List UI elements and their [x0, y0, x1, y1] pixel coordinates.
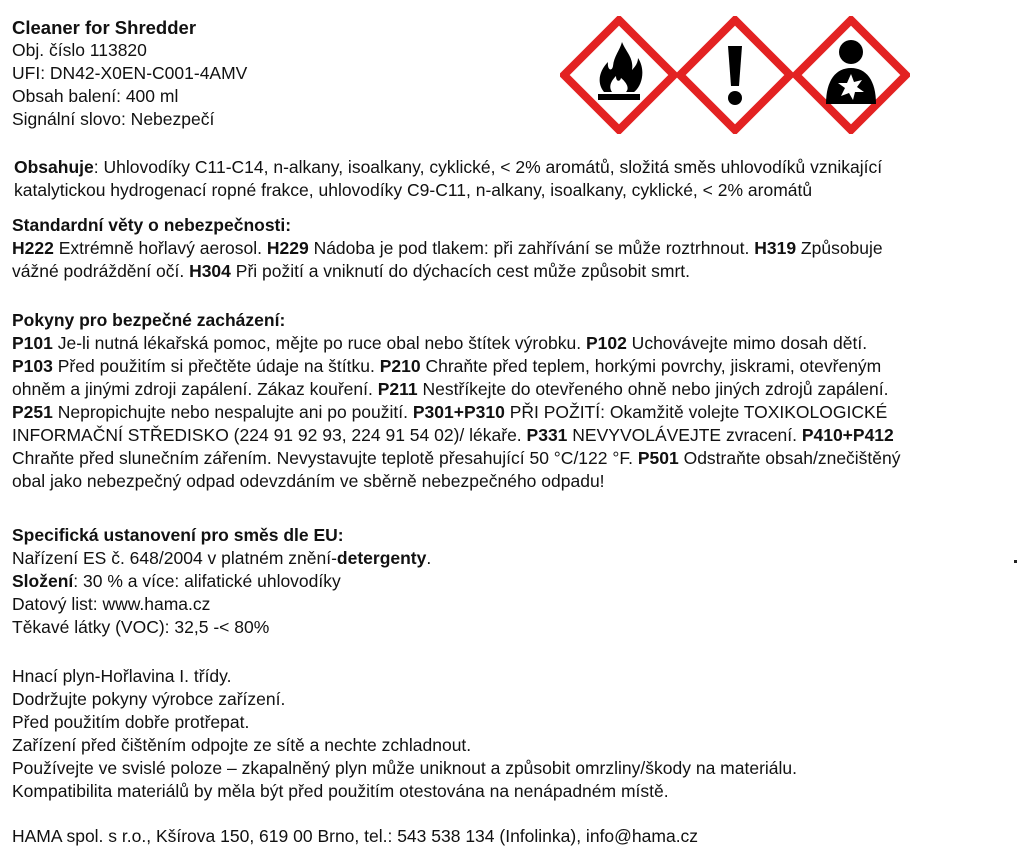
hazard-section: [12, 214, 883, 283]
hazard-line-1: [12, 237, 883, 260]
datasheet-line: Datový list: www.hama.cz: [12, 594, 211, 614]
eu-heading: [12, 524, 431, 547]
package-content: Obsah balení: 400 ml: [12, 86, 179, 106]
note-item: Používejte ve svislé poloze – zkapalněný plyn může uniknout a způsobit omrzliny/škody na materiálu.: [12, 758, 797, 778]
precaution-line-5: [12, 424, 901, 447]
note-item: Hnací plyn-Hořlavina I. třídy.: [12, 666, 232, 686]
hazard-heading: [12, 214, 883, 237]
code-p331: P331: [526, 425, 568, 445]
text-p102: Uchovávejte mimo dosah dětí.: [626, 333, 868, 353]
contains-line-1: [14, 156, 882, 179]
precaution-line-7: obal jako nebezpečný odpad odevzdáním ve sběrně nebezpečného odpadu!: [12, 471, 605, 491]
hazard-heading-text: Standardní věty o nebezpečnosti:: [12, 215, 292, 235]
eu-heading-text: Specifická ustanovení pro směs dle EU:: [12, 525, 344, 545]
hazard-line-2: [12, 260, 883, 283]
text-p210: Chraňte před teplem, horkými povrchy, jiskrami, otevřeným: [420, 356, 882, 376]
precaution-heading-text: Pokyny pro bezpečné zacházení:: [12, 310, 286, 330]
text-p410-p412: Chraňte před slunečním zářením. Nevystavujte teplotě přesahující 50 °C/122 °F.: [12, 448, 638, 468]
composition-line: [12, 570, 431, 593]
contains-line-2: katalytickou hydrogenací ropné frakce, uhlovodíky C9-C11, n-alkany, isoalkany, cyklické, < 2% aromátů: [14, 180, 813, 200]
contains-label: Obsahuje: [14, 157, 94, 177]
text-h319-cont: vážné podráždění očí.: [12, 261, 190, 281]
regulation-line: [12, 547, 431, 570]
eu-section: [12, 524, 431, 639]
precaution-line-6: [12, 447, 901, 470]
health-hazard-icon: [792, 16, 910, 134]
code-p301-p310: P301+P310: [412, 402, 505, 422]
code-p211: P211: [377, 379, 418, 399]
code-h304: H304: [189, 261, 231, 281]
regulation-end: .: [426, 548, 432, 568]
text-p101: Je-li nutná lékařská pomoc, mějte po ruce obal nebo štítek výrobku.: [52, 333, 586, 353]
code-h319: H319: [754, 238, 797, 258]
company-footer: [12, 825, 698, 848]
text-h229: Nádoba je pod tlakem: při zahřívání se může roztrhnout.: [308, 238, 755, 258]
article-number: Obj. číslo 113820: [12, 40, 147, 60]
text-p301-p310: PŘI POŽITÍ: Okamžitě volejte TOXIKOLOGICKÉ: [504, 402, 888, 422]
note-item: Dodržujte pokyny výrobce zařízení.: [12, 689, 286, 709]
contains-section: [14, 156, 882, 202]
note-item: Před použitím dobře protřepat.: [12, 712, 250, 732]
code-p101: P101: [12, 333, 53, 353]
code-p103: P103: [12, 356, 53, 376]
code-p102: P102: [585, 333, 627, 353]
precaution-heading: [12, 309, 901, 332]
precaution-line-2: [12, 355, 901, 378]
flame-icon: [560, 16, 678, 134]
product-header: [12, 16, 247, 131]
note-item: Kompatibilita materiálů by měla být před použitím otestována na nenápadném místě.: [12, 781, 669, 801]
precaution-line-4: [12, 401, 901, 424]
code-h222: H222: [12, 238, 54, 258]
ghs-pictograms: [560, 16, 910, 134]
text-p103: Před použitím si přečtěte údaje na štítku.: [52, 356, 380, 376]
regulation-bold: detergenty: [336, 548, 427, 568]
voc-line: Těkavé látky (VOC): 32,5 -< 80%: [12, 617, 270, 637]
composition-label: Složení: [12, 571, 74, 591]
code-h229: H229: [266, 238, 309, 258]
text-p211: Nestříkejte do otevřeného ohně nebo jiných zdrojů zapálení.: [417, 379, 889, 399]
text-p331: NEVYVOLÁVEJTE zvracení.: [567, 425, 802, 445]
product-title: Cleaner for Shredder: [12, 17, 197, 38]
code-p251: P251: [12, 402, 53, 422]
text-p501: Odstraňte obsah/znečištěný: [678, 448, 901, 468]
precaution-section: [12, 309, 901, 493]
notes-section: [12, 665, 797, 803]
text-h222: Extrémně hořlavý aerosol.: [53, 238, 267, 258]
text-p251: Nepropichujte nebo nespalujte ani po použití.: [52, 402, 413, 422]
precaution-line-3: [12, 378, 901, 401]
code-p210: P210: [379, 356, 421, 376]
composition-text: : 30 % a více: alifatické uhlovodíky: [73, 571, 341, 591]
note-item: Zařízení před čištěním odpojte ze sítě a nechte zchladnout.: [12, 735, 472, 755]
stray-mark: [1014, 560, 1017, 563]
text-p301-cont: INFORMAČNÍ STŘEDISKO (224 91 92 93, 224 91 54 02)/ lékaře.: [12, 425, 527, 445]
regulation-text: Nařízení ES č. 648/2004 v platném znění-: [12, 548, 337, 568]
exclamation-mark-icon: [676, 16, 794, 134]
code-p501: P501: [637, 448, 679, 468]
text-h304: Při požití a vniknutí do dýchacích cest může způsobit smrt.: [230, 261, 690, 281]
contains-text-1: : Uhlovodíky C11-C14, n-alkany, isoalkany, cyklické, < 2% aromátů, složitá směs uhlovodíků vznikající: [93, 157, 883, 177]
precaution-line-1: [12, 332, 901, 355]
signal-word: Signální slovo: Nebezpečí: [12, 109, 215, 129]
ufi-code: UFI: DN42-X0EN-C001-4AMV: [12, 63, 248, 83]
company-contact: HAMA spol. s r.o., Kšírova 150, 619 00 Brno, tel.: 543 538 134 (Infolinka), info@hama.cz: [12, 826, 699, 846]
code-p410-p412: P410+P412: [801, 425, 894, 445]
text-p210-cont: ohněm a jinými zdroji zapálení. Zákaz kouření.: [12, 379, 378, 399]
text-h319: Způsobuje: [796, 238, 883, 258]
